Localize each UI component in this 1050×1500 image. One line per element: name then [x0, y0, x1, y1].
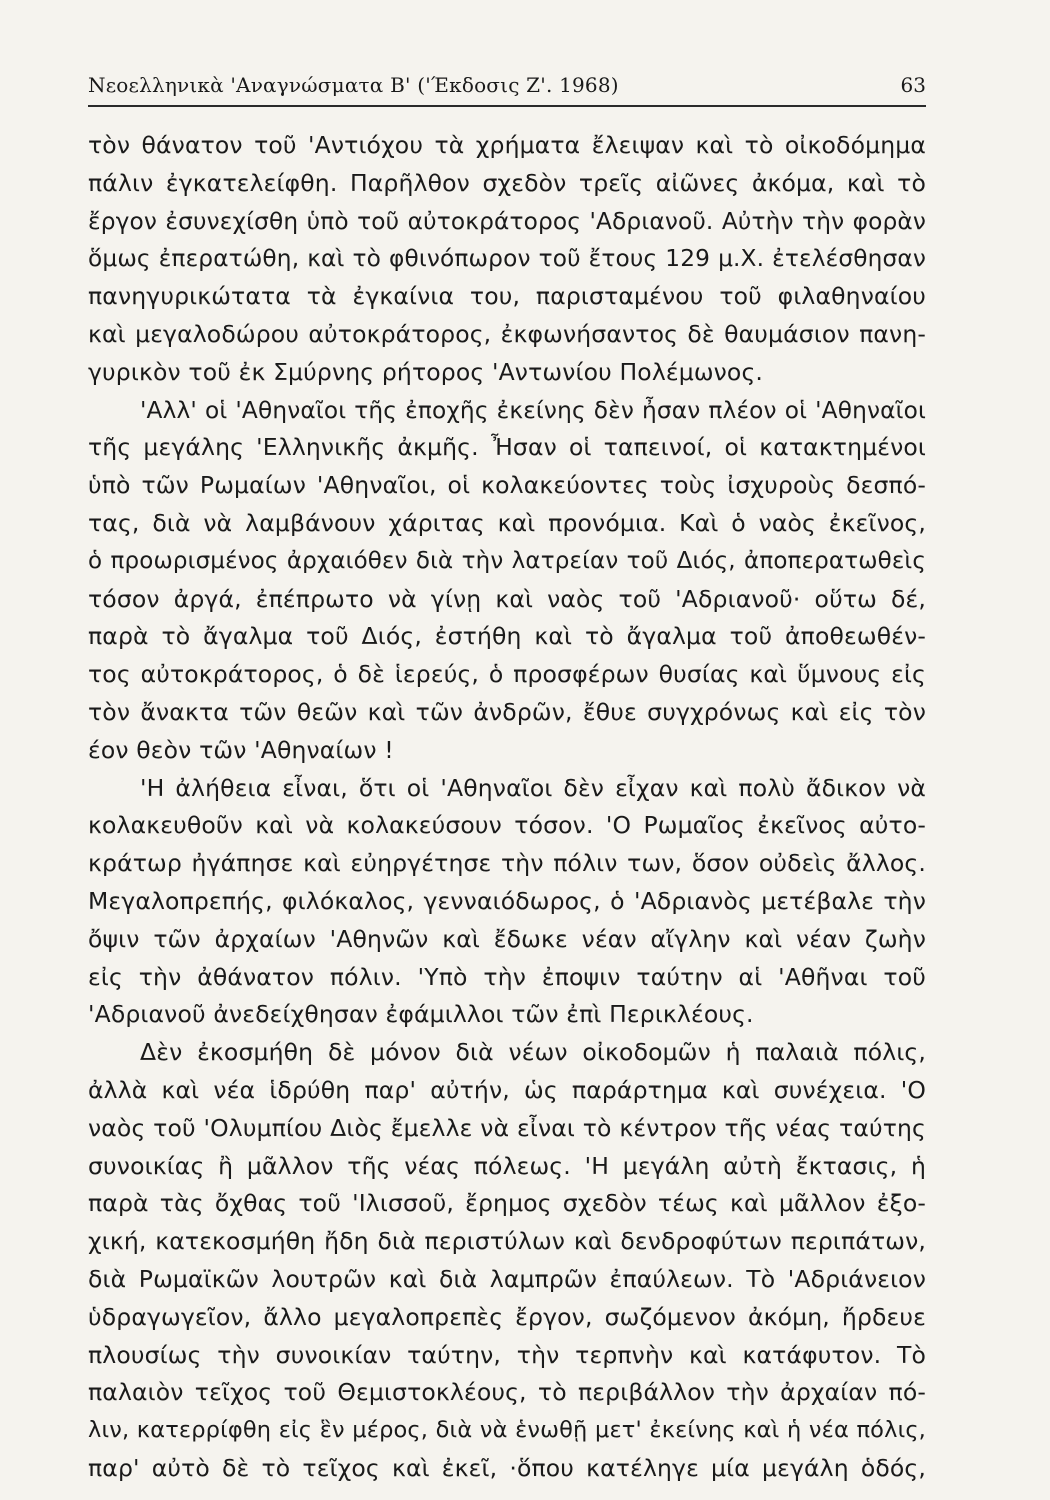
header-rule [88, 105, 926, 107]
text-line: γυρικὸν τοῦ ἐκ Σμύρνης ρήτορος 'Αντωνίου Πολέμωνος. [88, 357, 764, 386]
running-header [88, 68, 926, 102]
text-line: παρ' αὐτὸ δὲ τὸ τεῖχος καὶ ἐκεῖ, ·ὅπου κατέληγε μία μεγάλη ὁδός, [88, 1453, 926, 1482]
text-line: κολακευθοῦν καὶ νὰ κολακεύσουν τόσον. 'Ο Ρωμαῖος ἐκεῖνος αὐτο- [88, 811, 926, 840]
text-line: κράτωρ ἠγάπησε καὶ εὐηργέτησε τὴν πόλιν των, ὅσον οὐδεὶς ἄλλος. [88, 849, 926, 878]
text-line: τῆς μεγάλης 'Ελληνικῆς ἀκμῆς. Ἦσαν οἱ ταπεινοί, οἱ κατακτημένοι [88, 433, 926, 462]
text-line: χική, κατεκοσμήθη ἤδη διὰ περιστύλων καὶ δενδροφύτων περιπάτων, [88, 1227, 926, 1256]
text-line: 'Αλλ' οἱ 'Αθηναῖοι τῆς ἐποχῆς ἐκείνης δὲν ἦσαν πλέον οἱ 'Αθηναῖοι [140, 396, 926, 424]
text-line: παρὰ τὰς ὄχθας τοῦ 'Ιλισσοῦ, ἔρημος σχεδὸν τέως καὶ μᾶλλον ἐξο- [88, 1189, 926, 1218]
text-line: πάλιν ἐγκατελείφθη. Παρῆλθον σχεδὸν τρεῖς αἰῶνες ἀκόμα, καὶ τὸ [88, 168, 926, 197]
text-line: τὸν θάνατον τοῦ 'Αντιόχου τὰ χρήματα ἔλειψαν καὶ τὸ οἰκοδόμημα [88, 131, 926, 159]
text-line: Μεγαλοπρεπής, φιλόκαλος, γενναιόδωρος, ὁ 'Αδριανὸς μετέβαλε τὴν [88, 886, 926, 915]
text-line: παρὰ τὸ ἄγαλμα τοῦ Διός, ἐστήθη καὶ τὸ ἄγαλμα τοῦ ἀποθεωθέν- [88, 622, 926, 651]
text-line: πανηγυρικώτατα τὰ ἐγκαίνια του, παρισταμένου τοῦ φιλαθηναίου [88, 282, 926, 311]
text-line: λιν, κατερρίφθη εἰς ἓν μέρος, διὰ νὰ ἑνωθῇ μετ' ἐκείνης καὶ ἡ νέα πόλις, [88, 1417, 926, 1444]
text-line: ὑδραγωγεῖον, ἄλλο μεγαλοπρεπὲς ἔργον, σωζόμενον ἀκόμη, ἤρδευε [88, 1302, 926, 1331]
body-text [88, 127, 926, 1488]
text-line: συνοικίας ἢ μᾶλλον τῆς νέας πόλεως. 'Η μεγάλη αὐτὴ ἔκτασις, ἡ [88, 1151, 926, 1180]
text-line: ναὸς τοῦ 'Ολυμπίου Διὸς ἔμελλε νὰ εἶναι τὸ κέντρον τῆς νέας ταύτης [88, 1113, 926, 1142]
text-line: 'Η ἀλήθεια εἶναι, ὅτι οἱ 'Αθηναῖοι δὲν εἶχαν καὶ πολὺ ἄδικον νὰ [140, 773, 926, 802]
text-line: τὸν ἄνακτα τῶν θεῶν καὶ τῶν ἀνδρῶν, ἔθυε συγχρόνως καὶ εἰς τὸν [88, 697, 926, 726]
text-line: πλουσίως τὴν συνοικίαν ταύτην, τὴν τερπνὴν καὶ κατάφυτον. Τὸ [88, 1340, 926, 1369]
text-line: ἀλλὰ καὶ νέα ἱδρύθη παρ' αὐτήν, ὡς παράρτημα καὶ συνέχεια. 'Ο [88, 1075, 926, 1104]
page-number: 63 [900, 73, 926, 97]
text-line: τας, διὰ νὰ λαμβάνουν χάριτας καὶ προνόμια. Καὶ ὁ ναὸς ἐκεῖνος, [88, 508, 926, 537]
text-line: εἰς τὴν ἀθάνατον πόλιν. 'Υπὸ τὴν ἐποψιν ταύτην αἱ 'Αθῆναι τοῦ [88, 962, 926, 991]
text-line: Δὲν ἐκοσμήθη δὲ μόνον διὰ νέων οἰκοδομῶν ἡ παλαιὰ πόλις, [140, 1038, 926, 1067]
text-line: έον θεὸν τῶν 'Αθηναίων ! [88, 735, 394, 764]
text-line: ἔργον ἐσυνεχίσθη ὑπὸ τοῦ αὐτοκράτορος 'Αδριανοῦ. Αὐτὴν τὴν φορὰν [88, 207, 926, 235]
text-line: τόσον ἀργά, ἐπέπρωτο νὰ γίνῃ καὶ ναὸς τοῦ 'Αδριανοῦ· οὕτω δέ, [88, 584, 926, 613]
text-line: 'Αδριανοῦ ἀνεδείχθησαν ἐφάμιλλοι τῶν ἐπὶ Περικλέους. [88, 1000, 754, 1029]
text-line: ὅμως ἐπερατώθη, καὶ τὸ φθινόπωρον τοῦ ἔτους 129 μ.Χ. ἐτελέσθησαν [88, 245, 926, 273]
text-line: καὶ μεγαλοδώρου αὐτοκράτορος, ἐκφωνήσαντος δὲ θαυμάσιον πανη- [88, 319, 926, 348]
text-line: τος αὐτοκράτορος, ὁ δὲ ἱερεύς, ὁ προσφέρων θυσίας καὶ ὕμνους εἰς [88, 660, 926, 689]
header-title: Νεοελληνικὰ 'Αναγνώσματα Β' ('Έκδοσις Ζ'. 1968) [88, 73, 619, 97]
text-line: παλαιὸν τεῖχος τοῦ Θεμιστοκλέους, τὸ περιβάλλον τὴν ἀρχαίαν πό- [88, 1378, 926, 1407]
text-line: ὄψιν τῶν ἀρχαίων 'Αθηνῶν καὶ ἔδωκε νέαν αἴγλην καὶ νέαν ζωὴν [88, 924, 926, 953]
text-line: ὁ προωρισμένος ἀρχαιόθεν διὰ τὴν λατρείαν τοῦ Διός, ἀποπερατωθεὶς [88, 547, 926, 574]
text-line: ὑπὸ τῶν Ρωμαίων 'Αθηναῖοι, οἱ κολακεύοντες τοὺς ἰσχυροὺς δεσπό- [88, 471, 926, 500]
text-line: διὰ Ρωμαϊκῶν λουτρῶν καὶ διὰ λαμπρῶν ἐπαύλεων. Τὸ 'Αδριάνειον [88, 1264, 926, 1293]
